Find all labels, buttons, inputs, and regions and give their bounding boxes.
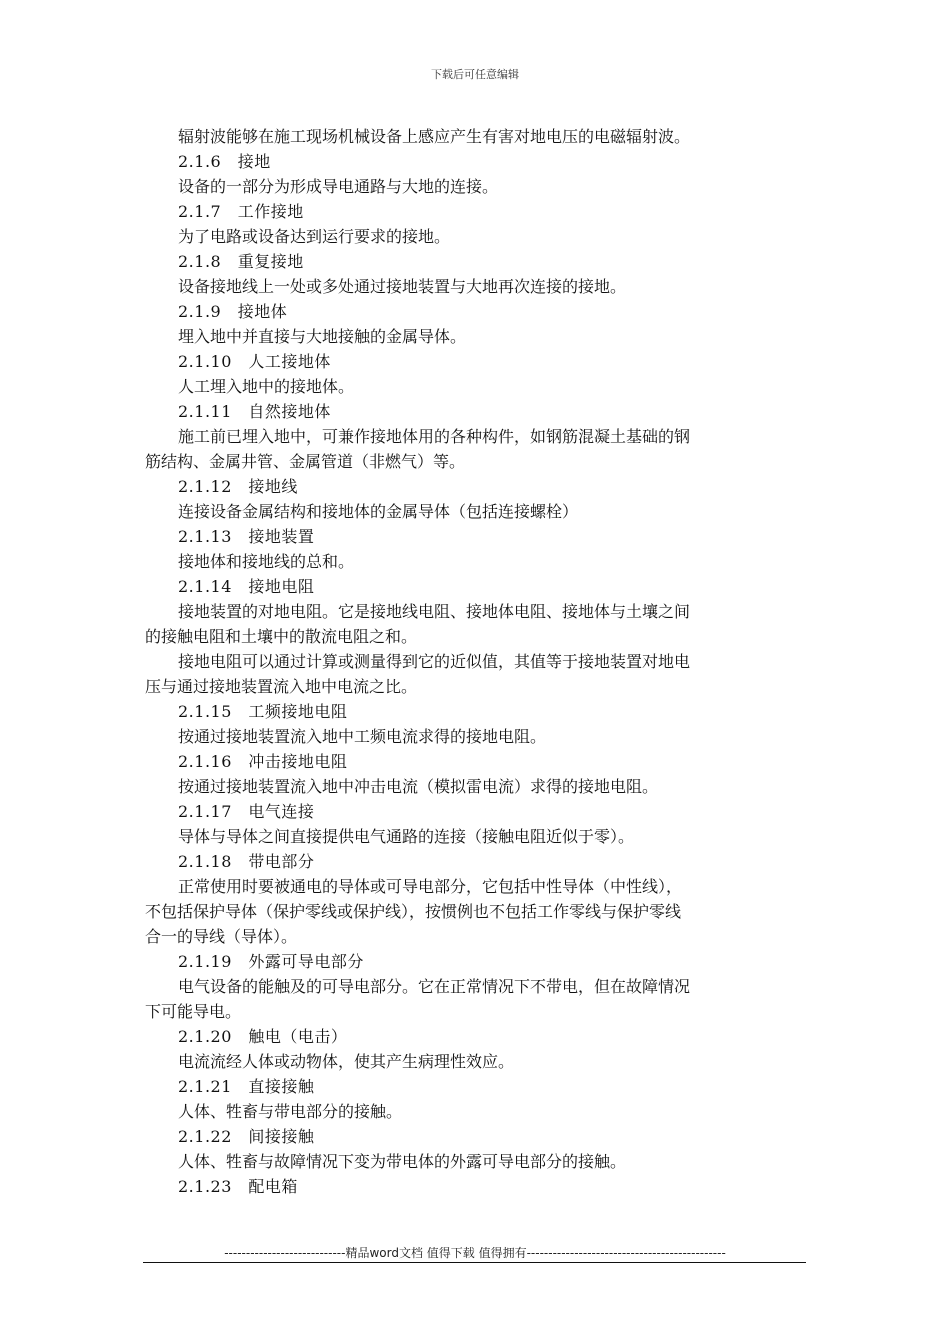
section-heading: 2.1.18 带电部分 (178, 852, 315, 871)
section-heading: 2.1.16 冲击接地电阻 (178, 752, 348, 771)
paragraph-line: 接地电阻可以通过计算或测量得到它的近似值，其值等于接地装置对地电 (178, 652, 691, 671)
paragraph-line: 设备的一部分为形成导电通路与大地的连接。 (178, 177, 499, 196)
paragraph-line: 人工埋入地中的接地体。 (178, 377, 355, 396)
section-heading: 2.1.10 人工接地体 (178, 352, 331, 371)
paragraph-line: 不包括保护导体（保护零线或保护线），按惯例也不包括工作零线与保护零线 (145, 902, 682, 921)
paragraph-line: 电流流经人体或动物体，使其产生病理性效应。 (178, 1052, 515, 1071)
paragraph-line: 辐射波能够在施工现场机械设备上感应产生有害对地电压的电磁辐射波。 (178, 127, 691, 146)
section-heading: 2.1.17 电气连接 (178, 802, 315, 821)
section-heading: 2.1.20 触电（电击） (178, 1027, 348, 1046)
footer-rule (143, 1262, 806, 1263)
paragraph-line: 的接触电阻和土壤中的散流电阻之和。 (145, 627, 418, 646)
paragraph-line: 筋结构、金属井管、金属管道（非燃气）等。 (145, 452, 466, 471)
section-heading: 2.1.15 工频接地电阻 (178, 702, 348, 721)
section-heading: 2.1.6 接地 (178, 152, 271, 171)
paragraph-line: 电气设备的能触及的可导电部分。它在正常情况下不带电，但在故障情况 (178, 977, 691, 996)
section-heading: 2.1.7 工作接地 (178, 202, 304, 221)
paragraph-line: 设备接地线上一处或多处通过接地装置与大地再次连接的接地。 (178, 277, 627, 296)
paragraph-line: 为了电路或设备达到运行要求的接地。 (178, 227, 451, 246)
section-heading: 2.1.8 重复接地 (178, 252, 304, 271)
paragraph-line: 连接设备金属结构和接地体的金属导体（包括连接螺栓） (178, 502, 579, 521)
section-heading: 2.1.13 接地装置 (178, 527, 315, 546)
paragraph-line: 导体与导体之间直接提供电气通路的连接（接触电阻近似于零）。 (178, 827, 635, 846)
paragraph-line: 按通过接地装置流入地中冲击电流（模拟雷电流）求得的接地电阻。 (178, 777, 659, 796)
paragraph-line: 按通过接地装置流入地中工频电流求得的接地电阻。 (178, 727, 547, 746)
paragraph-line: 埋入地中并直接与大地接触的金属导体。 (178, 327, 467, 346)
paragraph-line: 合一的导线（导体）。 (145, 927, 298, 946)
paragraph-line: 接地装置的对地电阻。它是接地线电阻、接地体电阻、接地体与土壤之间 (178, 602, 691, 621)
section-heading: 2.1.23 配电箱 (178, 1177, 298, 1196)
section-heading: 2.1.9 接地体 (178, 302, 288, 321)
paragraph-line: 施工前已埋入地中，可兼作接地体用的各种构件，如钢筋混凝土基础的钢 (178, 427, 691, 446)
section-heading: 2.1.11 自然接地体 (178, 402, 331, 421)
section-heading: 2.1.19 外露可导电部分 (178, 952, 364, 971)
page-footer: ----------------------------精品word文档 值得下载 值得拥有---------------------------------------------- (224, 1246, 726, 1260)
paragraph-line: 人体、牲畜与带电部分的接触。 (178, 1102, 403, 1121)
page-header: 下载后可任意编辑 (431, 68, 519, 81)
section-heading: 2.1.21 直接接触 (178, 1077, 315, 1096)
paragraph-line: 下可能导电。 (145, 1002, 242, 1021)
paragraph-line: 正常使用时要被通电的导体或可导电部分，它包括中性导体（中性线）， (178, 877, 683, 896)
section-heading: 2.1.12 接地线 (178, 477, 298, 496)
paragraph-line: 人体、牲畜与故障情况下变为带电体的外露可导电部分的接触。 (178, 1152, 627, 1171)
section-heading: 2.1.14 接地电阻 (178, 577, 315, 596)
section-heading: 2.1.22 间接接触 (178, 1127, 315, 1146)
document-body (145, 124, 805, 1199)
paragraph-line: 接地体和接地线的总和。 (178, 552, 355, 571)
paragraph-line: 压与通过接地装置流入地中电流之比。 (145, 677, 418, 696)
